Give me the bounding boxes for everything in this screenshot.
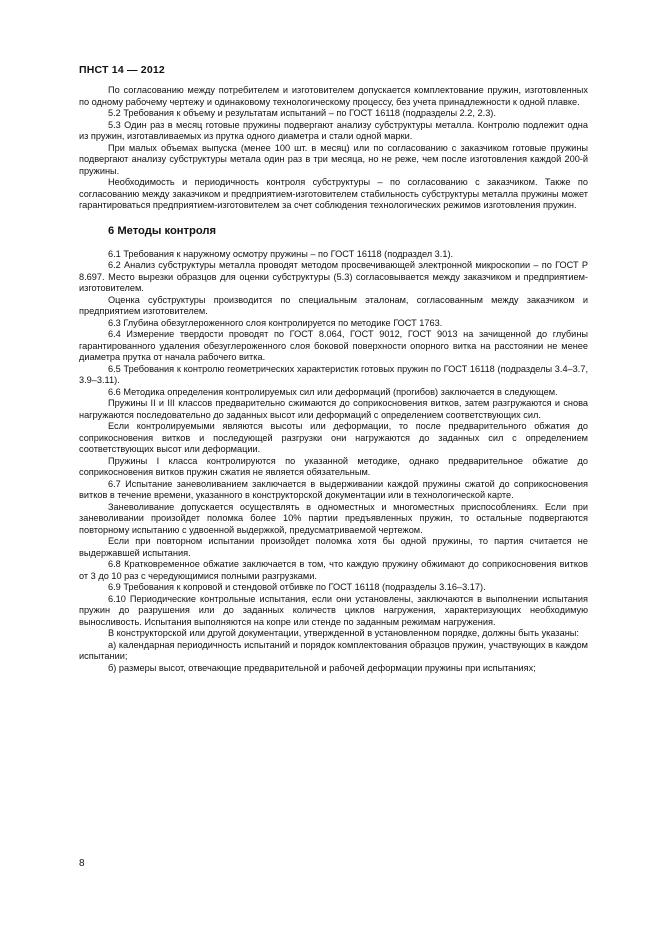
- paragraph: б) размеры высот, отвечающие предварительной и рабочей деформации пружины при испытаниях;: [108, 662, 536, 673]
- paragraph: 6.10 Периодические контрольные испытания, если они установлены, заключаются в выполнении испытания пружин до разрушения или до заданных количеств циклов нагружения, характеризующих необходимую выносливость. Испытания выполняются на копре или стенде по заданным режимам нагружения.: [79, 593, 588, 627]
- paragraph: Оценка субструктуры производится по специальным эталонам, согласованным между заказчиком и предприятием изготовителем.: [79, 294, 588, 316]
- paragraph: При малых объемах выпуска (менее 100 шт. в месяц) или по согласованию с заказчиком готовые пружины подвергают анализу субструктуры метала один раз в три месяца, но не реже, чем после изготовления каждой 200-й пружины.: [79, 142, 588, 176]
- paragraph: 6.4 Измерение твердости проводят по ГОСТ 8.064, ГОСТ 9012, ГОСТ 9013 на зачищенной до глубины гарантированного удаления обезуглероженного слоя боковой поверхности опорного витка на расстоянии не менее диаметра прутка от начала рабочего витка.: [79, 329, 588, 362]
- paragraph: Если при повторном испытании произойдет поломка хотя бы одной пружины, то партия считается не выдержавшей испытания.: [79, 536, 588, 558]
- paragraph: 6.5 Требования к контролю геометрических характеристик готовых пружин по ГОСТ 16118 (подразделы 3.4–3.7, 3.9–3.11).: [79, 363, 588, 385]
- page-number: 8: [79, 858, 85, 869]
- section-heading: 6 Методы контроля: [108, 224, 217, 237]
- paragraph: Заневоливание допускается осуществлять в одноместных и многоместных приспособлениях. Если при заневоливании произойдет поломка более 10% партии предъявленных пружин, то остальные подвергаются повторному испытанию с удвоенной выдержкой, предусматриваемой чертежом.: [79, 501, 588, 535]
- paragraph: Пружины I класса контролируются по указанной методике, однако предварительное обжатие до соприкосновения витков пружин сжатия не является обязательным.: [79, 455, 588, 477]
- paragraph: Пружины II и III классов предварительно сжимаются до соприкосновения витков, затем разгружаются и снова нагружаются последовательно до заданных высот или деформаций с определением соответствующих сил.: [79, 398, 588, 420]
- paragraph: 6.7 Испытание заневоливанием заключается в выдерживании каждой пружины сжатой до соприкосновения витков в течение времени, указанного в конструкторской документации или в технологической карте.: [79, 478, 588, 500]
- paragraph: 6.9 Требования к копровой и стендовой отбивке по ГОСТ 16118 (подразделы 3.16–3.17).: [108, 582, 486, 592]
- paragraph: 6.8 Кратковременное обжатие заключается в том, что каждую пружину обжимают до соприкосновения витков от 3 до 10 раз с чередующимися полными разгрузками.: [79, 559, 588, 581]
- paragraph: 6.6 Методика определения контролируемых сил или деформаций (прогибов) заключается в следующем.: [108, 386, 558, 397]
- paragraph: 6.3 Глубина обезуглероженного слоя контролируется по методике ГОСТ 1763.: [108, 317, 443, 328]
- paragraph: а) календарная периодичность испытаний и порядок комплектования образцов пружин, участвующих в каждом испытании;: [79, 639, 588, 661]
- paragraph: 5.2 Требования к объему и результатам испытаний – по ГОСТ 16118 (подразделы 2.2, 2.3).: [108, 108, 496, 118]
- running-header: ПНСТ 14 — 2012: [79, 64, 165, 76]
- document-body: [79, 85, 588, 674]
- paragraph: 5.3 Один раз в месяц готовые пружины подвергают анализу субструктуры металла. Контролю подлежит одна из пружин, изготавливаемых из прутка одного диаметра и стали одной марки.: [79, 119, 588, 141]
- paragraph: 6.2 Анализ субструктуры металла проводят методом просвечивающей электронной микроскопии – по ГОСТ Р 8.697. Место вырезки образцов для оценки субструктуры (5.3) согласовывается между заказчиком и предприятием-изготовителем.: [79, 260, 588, 293]
- paragraph: В конструкторской или другой документации, утвержденной в установленном порядке, должны быть указаны:: [108, 628, 579, 638]
- paragraph: Если контролируемыми являются высоты или деформации, то после предварительного обжатия до соприкосновения витков и последующей разгрузки они нагружаются до заданных сил с определением соответствующих высот или деформации.: [79, 421, 588, 454]
- paragraph: Необходимость и периодичность контроля субструктуры – по согласованию с заказчиком. Также по согласованию между заказчиком и предприятием-изготовителем стабильность субструктуры металла пружины может гарантироваться предприятием-изготовителем за счет соблюдения технологических режимов изготовления пружин.: [79, 177, 588, 210]
- paragraph: 6.1 Требования к наружному осмотру пружины – по ГОСТ 16118 (подраздел 3.1).: [108, 248, 454, 259]
- paragraph: По согласованию между потребителем и изготовителем допускается комплектование пружин, изготовленных по одному рабочему чертежу и одинаковому технологическому процессу, без учета принадлежности к одной плавке.: [79, 85, 588, 107]
